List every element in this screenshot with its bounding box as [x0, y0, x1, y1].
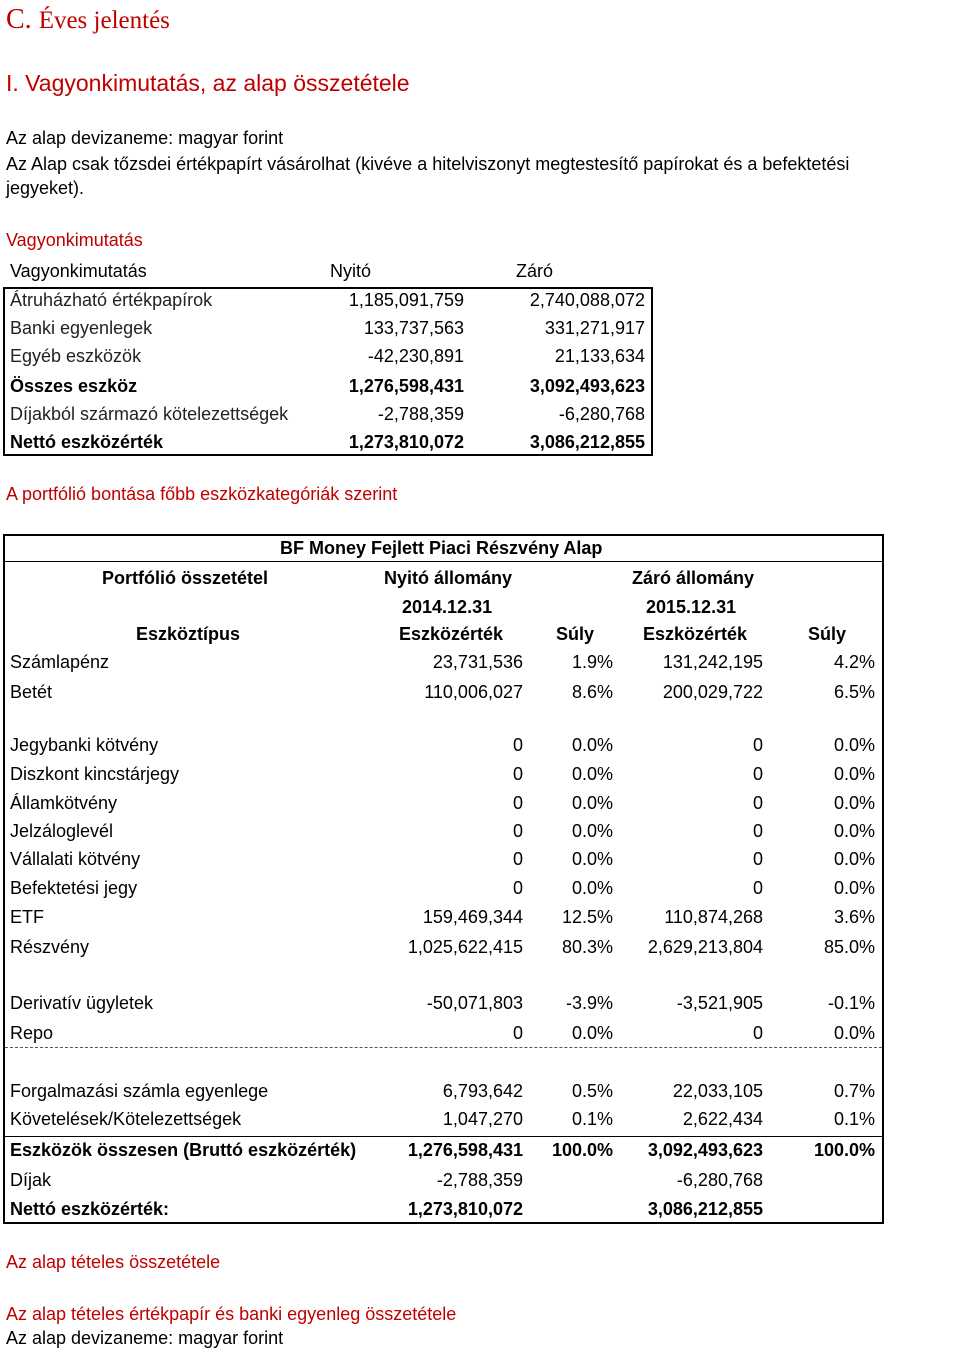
portfolio-row-close-weight: 0.0%	[833, 735, 875, 755]
balance-row-open: 133,737,563	[363, 318, 464, 338]
portfolio-row-close-weight: 0.0%	[833, 764, 875, 784]
portfolio-row-close-weight: 6.5%	[833, 682, 875, 702]
portfolio-row-open-weight: 0.0%	[571, 1023, 613, 1043]
balance-row-label: Díjakból származó kötelezettségek	[10, 404, 289, 424]
portfolio-row-label: Nettó eszközérték:	[10, 1199, 170, 1219]
portfolio-row-open-weight: 0.0%	[571, 821, 613, 841]
portfolio-row-close-weight: 85.0%	[823, 937, 875, 957]
open-value-header: Eszközérték	[399, 624, 504, 644]
balance-row-close: 3,092,493,623	[529, 376, 645, 396]
portfolio-row-open-value: 0	[512, 1023, 523, 1043]
portfolio-row-open-value: 1,276,598,431	[407, 1140, 523, 1160]
balance-row-open: 1,185,091,759	[348, 290, 464, 310]
portfolio-row-label: Vállalati kötvény	[10, 849, 141, 869]
portfolio-row-open-weight: 12.5%	[561, 907, 613, 927]
portfolio-row-close-value: 3,092,493,623	[647, 1140, 763, 1160]
portfolio-row-open-weight: 0.0%	[571, 764, 613, 784]
portfolio-row-close-weight: -0.1%	[827, 993, 875, 1013]
portfolio-row-label: Befektetési jegy	[10, 878, 138, 898]
portfolio-row-close-value: 0	[752, 878, 763, 898]
portfolio-row-open-value: 0	[512, 735, 523, 755]
portfolio-row-open-value: 0	[512, 764, 523, 784]
portfolio-row-label: Betét	[10, 682, 53, 702]
portfolio-row-close-value: 0	[752, 1023, 763, 1043]
intro-line-1: Az alap devizaneme: magyar forint	[6, 128, 284, 148]
balance-row-label: Átruházható értékpapírok	[10, 290, 213, 310]
totals-divider	[5, 1136, 882, 1137]
portfolio-row-open-weight: 0.0%	[571, 793, 613, 813]
securities-heading: Az alap tételes értékpapír és banki egyenleg összetétele	[6, 1304, 457, 1324]
balance-row-open: 1,276,598,431	[348, 376, 464, 396]
portfolio-row-label: Eszközök összesen (Bruttó eszközérték)	[10, 1140, 357, 1160]
intro-line-2: Az Alap csak tőzsdei értékpapírt vásárolhat (kivéve a hitelviszonyt megtestesítő papírokat és a befektetési	[6, 154, 850, 174]
portfolio-row-open-weight: 0.0%	[571, 878, 613, 898]
portfolio-row-label: Jegybanki kötvény	[10, 735, 159, 755]
chapter-title: I. Vagyonkimutatás, az alap összetétele	[6, 70, 410, 96]
portfolio-row-label: Forgalmazási számla egyenlege	[10, 1081, 269, 1101]
balance-row-close: 331,271,917	[544, 318, 645, 338]
portfolio-row-close-weight: 4.2%	[833, 652, 875, 672]
balance-col-header-close: Záró	[516, 261, 554, 281]
balance-row-label: Összes eszköz	[10, 376, 138, 396]
balance-col-header-label: Vagyonkimutatás	[10, 261, 147, 281]
section-letter: C.	[6, 4, 32, 35]
balance-row-label: Nettó eszközérték	[10, 432, 164, 452]
portfolio-row-label: Részvény	[10, 937, 90, 957]
portfolio-row-close-value: 2,622,434	[682, 1109, 763, 1129]
open-holdings-label: Nyitó állomány	[384, 568, 513, 588]
portfolio-row-label: Diszkont kincstárjegy	[10, 764, 180, 784]
portfolio-row-close-weight: 0.0%	[833, 793, 875, 813]
portfolio-row-open-value: -2,788,359	[436, 1170, 523, 1190]
portfolio-row-open-value: 1,047,270	[442, 1109, 523, 1129]
footer-currency: Az alap devizaneme: magyar forint	[6, 1328, 284, 1348]
portfolio-row-close-weight: 100.0%	[813, 1140, 875, 1160]
portfolio-row-open-value: -50,071,803	[426, 993, 523, 1013]
balance-body-frame	[3, 287, 653, 456]
balance-row-close: 2,740,088,072	[529, 290, 645, 310]
open-weight-header: Súly	[556, 624, 595, 644]
balance-row-open: -2,788,359	[377, 404, 464, 424]
close-weight-header: Súly	[808, 624, 847, 644]
portfolio-row-close-value: 200,029,722	[662, 682, 763, 702]
portfolio-row-close-value: 0	[752, 821, 763, 841]
balance-col-header-open: Nyitó	[330, 261, 372, 281]
close-date: 2015.12.31	[646, 597, 737, 617]
balance-row-open: -42,230,891	[367, 346, 464, 366]
balance-row-close: -6,280,768	[558, 404, 645, 424]
balance-row-label: Banki egyenlegek	[10, 318, 153, 338]
portfolio-row-open-weight: 8.6%	[571, 682, 613, 702]
close-holdings-label: Záró állomány	[632, 568, 755, 588]
portfolio-row-open-weight: 0.0%	[571, 849, 613, 869]
portfolio-row-close-value: 0	[752, 735, 763, 755]
portfolio-row-close-weight: 0.0%	[833, 1023, 875, 1043]
portfolio-row-label: Számlapénz	[10, 652, 110, 672]
portfolio-row-label: Derivatív ügyletek	[10, 993, 154, 1013]
portfolio-row-open-weight: 0.1%	[571, 1109, 613, 1129]
balance-row-close: 3,086,212,855	[529, 432, 645, 452]
portfolio-row-label: Jelzáloglevél	[10, 821, 114, 841]
portfolio-row-open-value: 1,025,622,415	[407, 937, 523, 957]
balance-row-open: 1,273,810,072	[348, 432, 464, 452]
portfolio-row-close-value: 0	[752, 849, 763, 869]
portfolio-row-open-value: 159,469,344	[422, 907, 523, 927]
balance-row-label: Egyéb eszközök	[10, 346, 142, 366]
open-date: 2014.12.31	[402, 597, 493, 617]
portfolio-row-close-value: 3,086,212,855	[647, 1199, 763, 1219]
portfolio-row-close-value: 2,629,213,804	[647, 937, 763, 957]
portfolio-row-open-weight: 80.3%	[561, 937, 613, 957]
portfolio-row-label: ETF	[10, 907, 44, 927]
portfolio-row-close-weight: 3.6%	[833, 907, 875, 927]
portfolio-row-open-weight: 0.5%	[571, 1081, 613, 1101]
composition-heading: Az alap tételes összetétele	[6, 1252, 221, 1272]
portfolio-row-close-value: 0	[752, 793, 763, 813]
portfolio-row-open-weight: 100.0%	[551, 1140, 613, 1160]
portfolio-row-open-value: 0	[512, 821, 523, 841]
portfolio-row-open-weight: 0.0%	[571, 735, 613, 755]
fund-name: BF Money Fejlett Piaci Részvény Alap	[280, 538, 603, 558]
portfolio-row-open-value: 0	[512, 793, 523, 813]
balance-row-close: 21,133,634	[554, 346, 645, 366]
portfolio-heading: A portfólió bontása főbb eszközkategóriák szerint	[6, 484, 398, 504]
portfolio-row-open-value: 23,731,536	[432, 652, 523, 672]
repo-divider	[5, 1047, 882, 1048]
portfolio-row-close-value: 22,033,105	[672, 1081, 763, 1101]
asset-type-header: Eszköztípus	[136, 624, 241, 644]
portfolio-row-close-value: -3,521,905	[676, 993, 763, 1013]
portfolio-row-close-weight: 0.0%	[833, 849, 875, 869]
portfolio-row-open-value: 0	[512, 849, 523, 869]
portfolio-row-open-value: 0	[512, 878, 523, 898]
portfolio-row-close-weight: 0.7%	[833, 1081, 875, 1101]
portfolio-row-close-weight: 0.0%	[833, 821, 875, 841]
portfolio-row-open-weight: 1.9%	[571, 652, 613, 672]
portfolio-row-open-value: 110,006,027	[424, 682, 523, 702]
portfolio-row-label: Díjak	[10, 1170, 52, 1190]
portfolio-row-label: Repo	[10, 1023, 54, 1043]
portfolio-row-label: Követelések/Kötelezettségek	[10, 1109, 242, 1129]
portfolio-row-label: Államkötvény	[10, 793, 118, 813]
portfolio-row-close-value: 0	[752, 764, 763, 784]
composition-label: Portfólió összetétel	[102, 568, 269, 588]
portfolio-row-close-weight: 0.1%	[833, 1109, 875, 1129]
fund-name-divider	[5, 561, 882, 562]
intro-line-3: jegyeket).	[6, 178, 85, 198]
close-value-header: Eszközérték	[643, 624, 748, 644]
portfolio-row-open-value: 1,273,810,072	[407, 1199, 523, 1219]
section-title-text: Éves jelentés	[38, 7, 170, 34]
portfolio-row-close-weight: 0.0%	[833, 878, 875, 898]
portfolio-row-close-value: 131,242,195	[662, 652, 763, 672]
portfolio-row-close-value: -6,280,768	[676, 1170, 763, 1190]
portfolio-row-open-weight: -3.9%	[565, 993, 613, 1013]
portfolio-row-open-value: 6,793,642	[442, 1081, 523, 1101]
section-title	[6, 4, 170, 36]
portfolio-row-close-value: 110,874,268	[664, 907, 763, 927]
balance-heading: Vagyonkimutatás	[6, 230, 143, 250]
